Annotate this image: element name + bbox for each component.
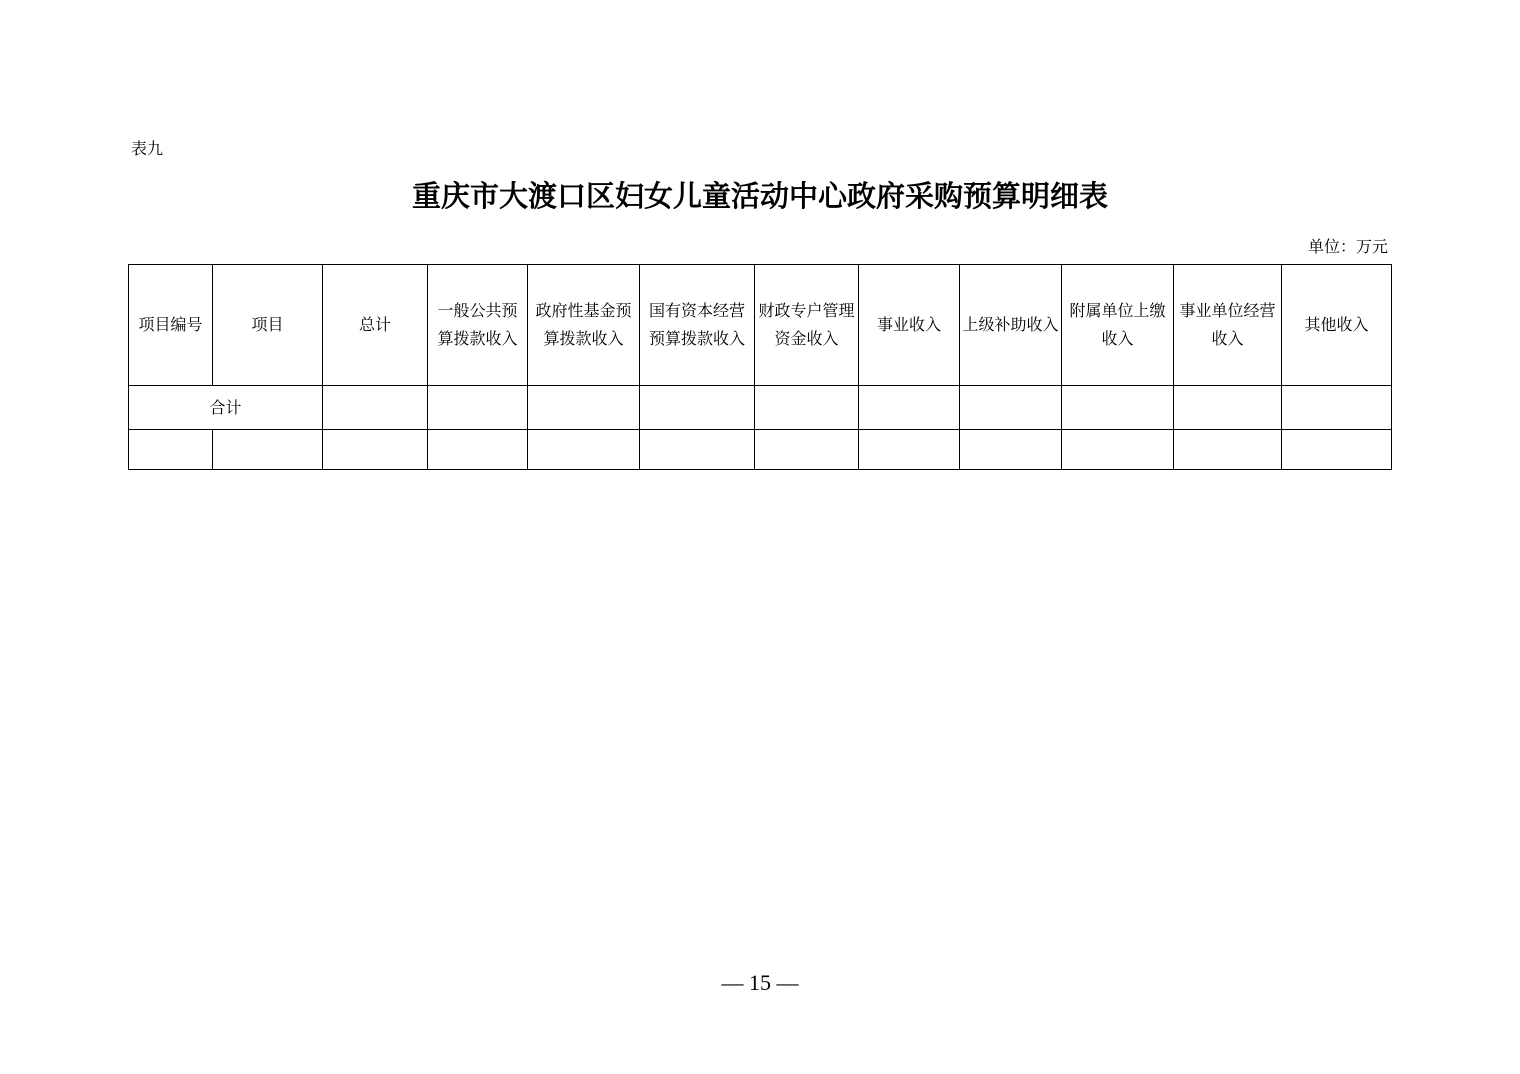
page-number: — 15 — — [721, 970, 799, 995]
table-cell — [640, 430, 755, 470]
header-cell: 财政专户管理资金收入 — [755, 265, 859, 386]
table-cell — [960, 430, 1062, 470]
document-title: 重庆市大渡口区妇女儿童活动中心政府采购预算明细表 — [411, 179, 1108, 213]
total-cell — [859, 386, 960, 430]
table-cell — [129, 430, 213, 470]
table-cell — [528, 430, 640, 470]
table-cell — [755, 430, 859, 470]
total-label: 合计 — [129, 386, 323, 430]
table-cell — [1282, 430, 1392, 470]
procurement-budget-table — [128, 264, 1392, 470]
total-cell — [1174, 386, 1282, 430]
table-cell — [428, 430, 528, 470]
header-cell: 上级补助收入 — [960, 265, 1062, 386]
total-cell — [428, 386, 528, 430]
total-row — [129, 386, 1392, 430]
total-cell — [640, 386, 755, 430]
table-header-row — [129, 265, 1392, 386]
table-cell — [1062, 430, 1174, 470]
table-cell — [323, 430, 428, 470]
table-cell — [213, 430, 323, 470]
header-cell: 事业收入 — [859, 265, 960, 386]
table-cell — [1174, 430, 1282, 470]
total-cell — [323, 386, 428, 430]
header-cell: 项目编号 — [129, 265, 213, 386]
header-cell: 国有资本经营预算拨款收入 — [640, 265, 755, 386]
header-cell: 政府性基金预算拨款收入 — [528, 265, 640, 386]
header-cell: 其他收入 — [1282, 265, 1392, 386]
table-row — [129, 430, 1392, 470]
total-cell — [755, 386, 859, 430]
total-cell — [960, 386, 1062, 430]
header-cell: 项目 — [213, 265, 323, 386]
table-cell — [859, 430, 960, 470]
header-cell: 一般公共预算拨款收入 — [428, 265, 528, 386]
total-cell — [1062, 386, 1174, 430]
table-label: 表九 — [131, 139, 164, 158]
unit-label: 单位：万元 — [1307, 237, 1388, 256]
header-cell: 总计 — [323, 265, 428, 386]
header-cell: 事业单位经营收入 — [1174, 265, 1282, 386]
total-cell — [1282, 386, 1392, 430]
header-cell: 附属单位上缴收入 — [1062, 265, 1174, 386]
total-cell — [528, 386, 640, 430]
